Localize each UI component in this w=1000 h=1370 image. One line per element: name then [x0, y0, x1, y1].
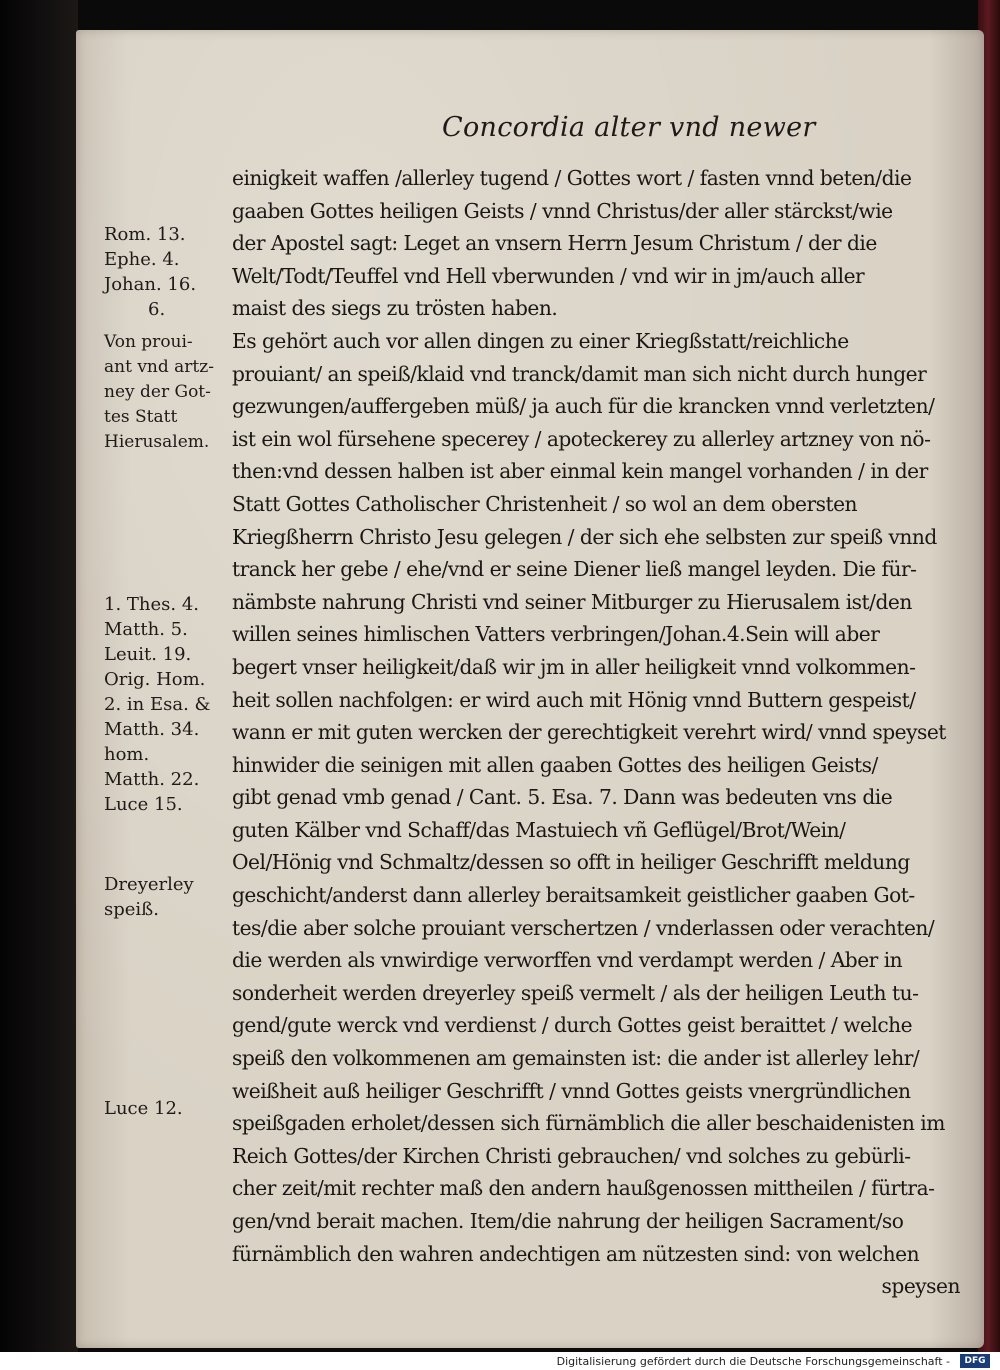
book-gutter-left — [0, 0, 78, 1360]
margin-note-line: Dreyerley — [104, 874, 194, 895]
text-line: gezwungen/auffergeben müß/ ja auch für die krancken vnnd verletzten/ — [232, 394, 935, 419]
text-line: wann er mit guten wercken der gerechtigkeit verehrt wird/ vnnd speyset — [232, 720, 946, 745]
text-line: prouiant/ an speiß/klaid vnd tranck/damit man sich nicht durch hunger — [232, 361, 927, 386]
text-line: maist des siegs zu trösten haben. — [232, 296, 558, 321]
catchword: speysen — [881, 1274, 960, 1299]
running-head: Concordia alter vnd newer — [442, 112, 816, 143]
margin-note-line: Luce 12. — [104, 1098, 183, 1119]
text-line: Kriegßherrn Christo Jesu gelegen / der sich ehe selbsten zur speiß vnnd — [232, 524, 937, 549]
text-line: nämbste nahrung Christi vnd seiner Mitburger zu Hierusalem ist/den — [232, 589, 912, 614]
text-line: speißgaden erholet/dessen sich fürnämblich die aller beschaidenisten im — [232, 1111, 945, 1136]
margin-note-line: Matth. 22. — [104, 769, 200, 790]
text-line: cher zeit/mit rechter maß den andern haußgenossen mittheilen / fürtra- — [232, 1176, 935, 1201]
text-line: ist ein wol fürsehene specerey / apoteckerey zu allerley artzney von nö- — [232, 426, 931, 451]
dfg-logo: DFG — [960, 1354, 990, 1368]
margin-note-line: tes Statt — [104, 407, 178, 427]
body-text — [232, 162, 972, 1303]
margin-note-dreyerley — [104, 872, 194, 922]
text-line: sonderheit werden dreyerley speiß vermelt / als der heiligen Leuth tu- — [232, 980, 919, 1005]
margin-note-line: Orig. Hom. — [104, 669, 206, 690]
margin-note-prouiant — [104, 330, 214, 455]
margin-note-luce12 — [104, 1096, 183, 1121]
margin-note-line: 2. in Esa. & — [104, 694, 211, 715]
margin-note-line: Matth. 34. — [104, 719, 200, 740]
text-line: speiß den volkommenen am gemainsten ist: die ander ist allerley lehr/ — [232, 1046, 920, 1071]
text-line: geschicht/anderst dann allerley beraitsamkeit geistlicher gaaben Got- — [232, 883, 915, 908]
text-line: Es gehört auch vor allen dingen zu einer Kriegßstatt/reichliche — [232, 328, 849, 353]
text-line: willen seines himlischen Vatters verbringen/Johan.4.Sein will aber — [232, 622, 880, 647]
text-line: tranck her gebe / ehe/vnd er seine Diener ließ mangel leyden. Die für- — [232, 557, 917, 582]
margin-note-line: 1. Thes. 4. — [104, 594, 200, 615]
margin-note-line: Hierusalem. — [104, 432, 210, 452]
text-line: fürnämblich den wahren andechtigen am nützesten sind: von welchen — [232, 1241, 920, 1266]
text-line: gen/vnd berait machen. Item/die nahrung der heiligen Sacrament/so — [232, 1209, 904, 1233]
text-line: begert vnser heiligkeit/daß wir jm in aller heiligkeit vnnd volkommen- — [232, 654, 916, 679]
margin-note-line: speiß. — [104, 899, 159, 920]
margin-note-thes — [104, 592, 211, 817]
text-line: Reich Gottes/der Kirchen Christi gebrauchen/ vnd solches zu gebürli- — [232, 1143, 911, 1168]
text-line: weißheit auß heiliger Geschrifft / vnnd Gottes geists vnergründlichen — [232, 1078, 911, 1103]
text-line: gend/gute werck vnd verdienst / durch Gottes geist beraittet / welche — [232, 1013, 913, 1038]
margin-note-line: Luce 15. — [104, 794, 183, 815]
margin-note-line: Leuit. 19. — [104, 644, 192, 665]
margin-note-rom — [104, 222, 196, 322]
text-line: Welt/Todt/Teuffel vnd Hell vberwunden / vnd wir in jm/auch aller — [232, 263, 865, 288]
margin-note-line: Rom. 13. — [104, 224, 186, 245]
margin-note-line: Ephe. 4. — [104, 249, 180, 270]
text-line: guten Kälber vnd Schaff/das Mastuiech vñ Geflügel/Brot/Wein/ — [232, 817, 846, 842]
margin-note-line: Matth. 5. — [104, 619, 188, 640]
text-line: gaaben Gottes heiligen Geists / vnnd Christus/der aller stärckst/wie — [232, 198, 893, 223]
margin-note-line: ant vnd artz- — [104, 357, 214, 377]
text-line: einigkeit waffen /allerley tugend / Gottes wort / fasten vnnd beten/die — [232, 166, 912, 190]
margin-note-line: ney der Got- — [104, 382, 211, 402]
footer-credit: Digitalisierung gefördert durch die Deutsche Forschungsgemeinschaft - — [556, 1355, 950, 1368]
margin-note-line: 6. — [148, 299, 166, 320]
text-line: then:vnd dessen halben ist aber einmal kein mangel vorhanden / in der — [232, 459, 928, 484]
text-line: gibt genad vmb genad / Cant. 5. Esa. 7. Dann was bedeuten vns die — [232, 785, 893, 810]
margin-note-line: Johan. 16. — [104, 274, 197, 295]
margin-note-line: hom. — [104, 744, 150, 765]
text-line: Statt Gottes Catholischer Christenheit / so wol an dem obersten — [232, 491, 858, 516]
text-line: heit sollen nachfolgen: er wird auch mit Hönig vnnd Buttern gespeist/ — [232, 687, 916, 712]
text-line: hinwider die seinigen mit allen gaaben Gottes des heiligen Geists/ — [232, 752, 878, 777]
text-line: tes/die aber solche prouiant verschertzen / vnderlassen oder verachten/ — [232, 915, 935, 940]
text-line: der Apostel sagt: Leget an vnsern Herrn Jesum Christum / der die — [232, 231, 877, 256]
text-line: die werden als vnwirdige verworffen vnd verdampt werden / Aber in — [232, 948, 903, 973]
text-line: Oel/Hönig vnd Schmaltz/dessen so offt in heiliger Geschrifft meldung — [232, 850, 910, 875]
margin-note-line: Von proui- — [104, 332, 193, 352]
